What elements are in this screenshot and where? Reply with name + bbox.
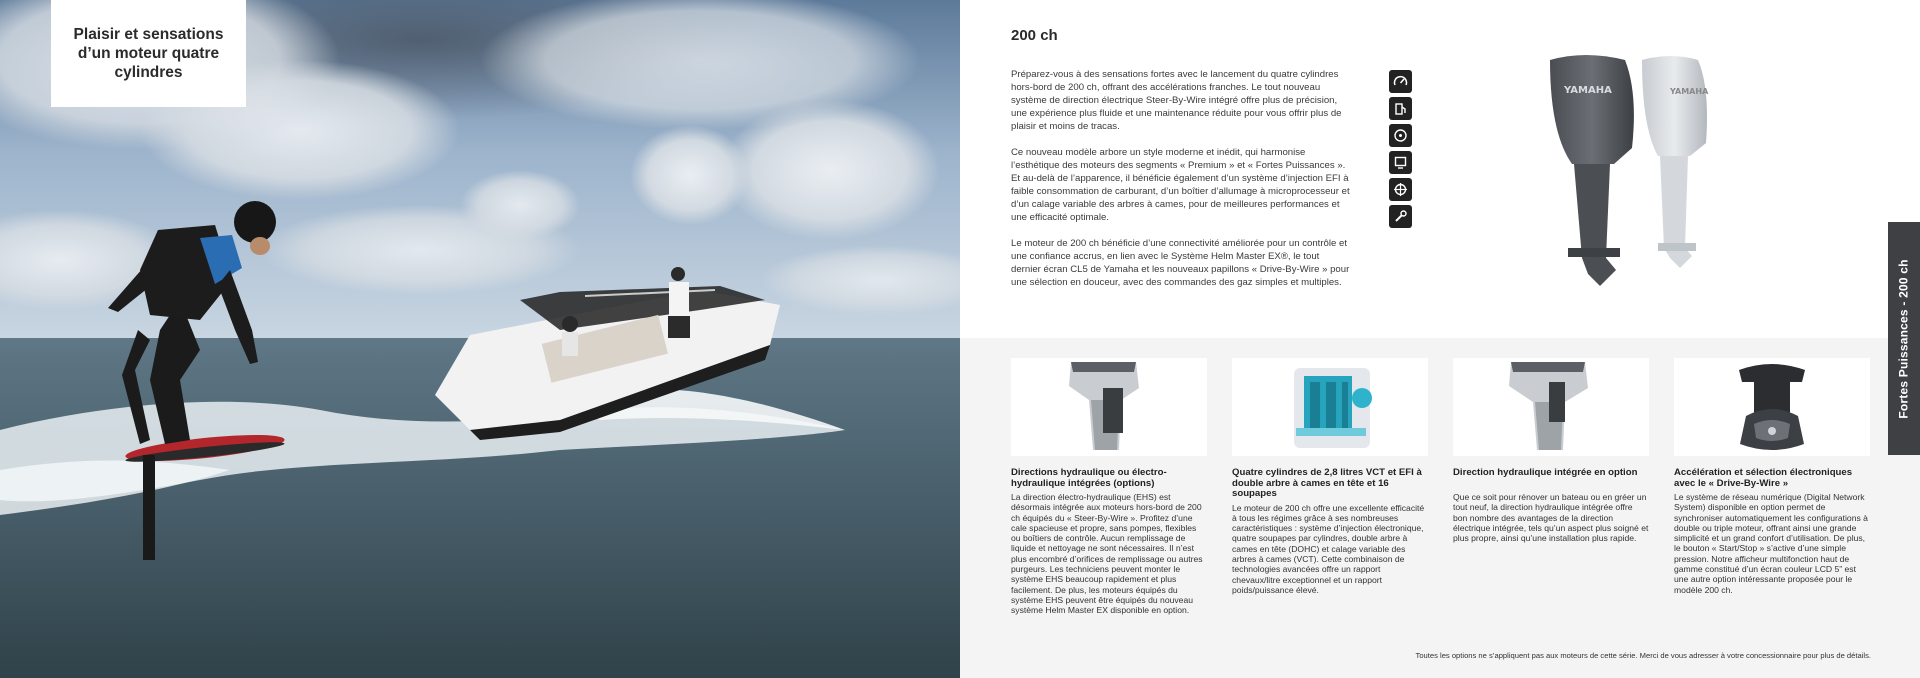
cover-title-box — [51, 0, 246, 107]
intro-paragraph: Préparez-vous à des sensations fortes avec le lancement du quatre cylindres hors-bord de 200 ch, offrant des accélérations franches. Le tout nouveau système de direction électrique Steer-By-Wire intégré offre plus de précision, une expérience plus fluide et une maintenance réduite pour vous offrir plus de plaisir et moins de tracas. — [1011, 69, 1342, 132]
feature-card — [1453, 358, 1649, 543]
hydraulic-steering-engine-image — [1453, 358, 1649, 456]
gauge-icon — [1389, 70, 1412, 93]
intro-text — [1011, 68, 1351, 302]
engine-brand-label-light: YAMAHA — [1670, 87, 1709, 96]
drive-by-wire-throttle-image — [1674, 358, 1870, 456]
steering-icon — [1389, 124, 1412, 147]
spec-icon-column — [1389, 70, 1413, 232]
helm-icon — [1389, 178, 1412, 201]
feature-title: Quatre cylindres de 2,8 litres VCT et EFI à double arbre à cames en tête et 16 soupapes — [1232, 467, 1422, 499]
wrench-icon — [1389, 205, 1412, 228]
feature-text: Que ce soit pour rénover un bateau ou en gréer un tout neuf, la direction hydraulique intégrée offre bon nombre des avantages de la direction électrique intégrée, tels qu’un aspect plus soigné et plus propre, ainsi qu’une installation plus rapide. — [1453, 492, 1649, 544]
display-icon — [1389, 151, 1412, 174]
feature-title: Accélération et sélection électroniques avec le « Drive-By-Wire » — [1674, 467, 1853, 489]
engine-brand-label-dark: YAMAHA — [1564, 85, 1612, 96]
right-page — [960, 0, 1920, 678]
feature-title: Direction hydraulique intégrée en option — [1453, 467, 1638, 478]
section-side-tab-label: Fortes Puissances - 200 ch — [1897, 258, 1911, 419]
feature-text: Le moteur de 200 ch offre une excellente efficacité à tous les régimes grâce à ses nombreuses caractéristiques : système d’injection électronique, quatre soupapes par cylindres, double arbre à cames en tête (DOHC) et calage variable des arbres à cames (VCT). Cette combinaison de technologies avancées offre un rapport chevaux/litre exceptionnel et un rapport poids/puissance élevé. — [1232, 502, 1425, 595]
feature-card — [1674, 358, 1870, 595]
cover-title: Plaisir et sensations d’un moteur quatre cylindres — [73, 26, 224, 81]
footnote: Toutes les options ne s’appliquent pas aux moteurs de cette série. Merci de vous adresser à votre concessionnaire pour plus de détails. — [1415, 651, 1871, 660]
outboard-engines-image — [1530, 48, 1760, 298]
feature-card — [1232, 358, 1428, 595]
ehs-steering-engine-image — [1011, 358, 1207, 456]
intro-paragraph: Ce nouveau modèle arbore un style moderne et inédit, qui harmonise l’esthétique des moteurs des segments « Premium » et « Fortes Puissances ». Et au-delà de l’apparence, il bénéficie également d’un système d’injection EFI à faible consommation de carburant, d’un boîtier d’allumage à microprocesseur et d’un calage variable des arbres à cames, pour de meilleures performances et une efficacité optimale. — [1011, 147, 1350, 223]
fuel-pump-icon — [1389, 97, 1412, 120]
feature-card — [1011, 358, 1207, 616]
feature-title: Directions hydraulique ou électro-hydraulique intégrées (options) — [1011, 467, 1167, 489]
section-side-tab — [1888, 222, 1920, 455]
engine-block-cutaway-image — [1232, 358, 1428, 456]
feature-text: Le système de réseau numérique (Digital Network System) disponible en option permet de synchroniser automatiquement les configurations à double ou triple moteur, offrant ainsi une grande simplicité et un grand confort d’utilisation. De plus, le bouton « Start/Stop » s’active d’une simple pression. Notre afficheur multifonction haut de gamme constitué d’un écran couleur LCD 5” est une autre option intéressante proposée pour le modèle 200 ch. — [1674, 492, 1868, 595]
model-heading: 200 ch — [1011, 27, 1058, 44]
feature-text: La direction électro-hydraulique (EHS) est désormais intégrée aux moteurs hors-bord de 200 ch équipés du « Steer-By-Wire ». Profitez d’une cale spacieuse et propre, sans pompes, flexibles ou boîtiers de contrôle. Aucun remplissage de liquide et nettoyage ne sont nécessaires. Il n’est plus encombré d’orifices de remplissage ou autres purgeurs. Les techniciens peuvent monter le système EHS beaucoup rapidement et plus facilement. De plus, les moteurs équipés du système EHS peuvent être équipés du nouveau système Helm Master EX disponible en option. — [1011, 492, 1203, 616]
intro-paragraph: Le moteur de 200 ch bénéficie d’une connectivité améliorée pour un contrôle et une confiance accrus, en lien avec le Système Helm Master EX®, le tout dernier écran CL5 de Yamaha et les nouveaux papillons « Drive-By-Wire » pour une sélection en douceur, avec des commandes des gaz simples et multiples. — [1011, 238, 1350, 288]
